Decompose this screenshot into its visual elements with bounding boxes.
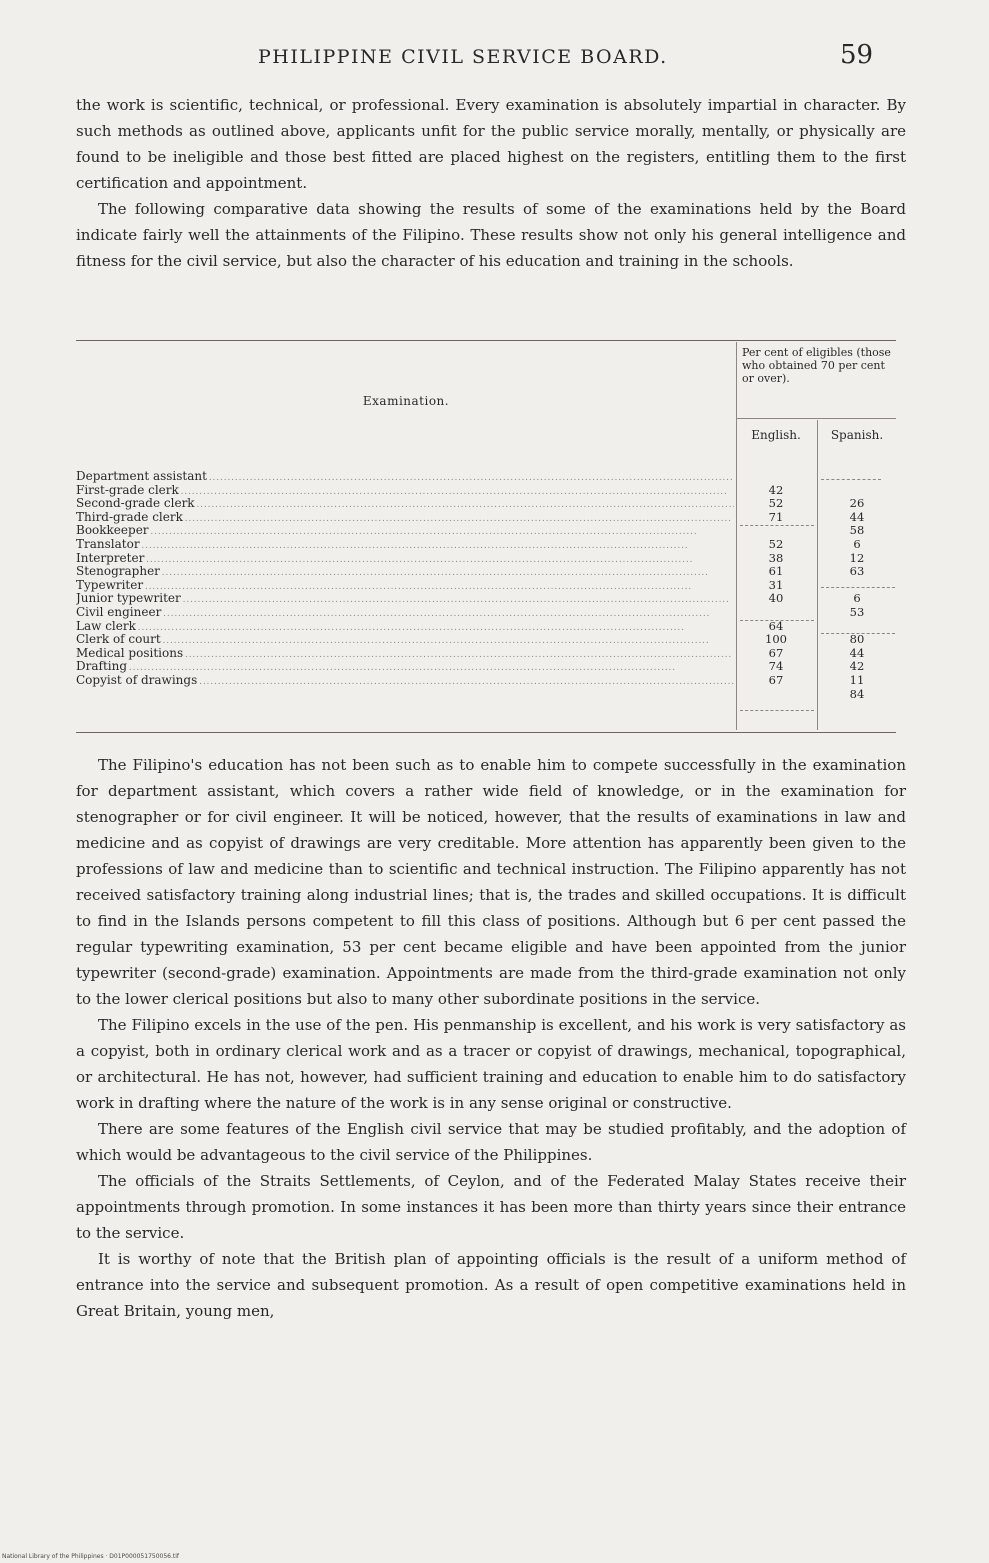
- table-row: Civil engineer . . . 53: [76, 606, 896, 620]
- group-separator: [740, 525, 814, 526]
- table-row: Junior typewriter . . . 40 6: [76, 592, 896, 606]
- table-body: [76, 470, 896, 701]
- table-row: Stenographer . . . 61 63: [76, 565, 896, 579]
- table-row: 84: [849, 686, 865, 701]
- intro-text: [76, 92, 906, 274]
- group-separator: [740, 710, 814, 711]
- table-row: Translator . . . 52 6: [76, 538, 896, 552]
- group-separator: [821, 479, 881, 480]
- english-column-header: English.: [751, 428, 801, 442]
- table-row: Clerk of court . . . 100 80: [76, 633, 896, 647]
- table-row: Bookkeeper . . . 58: [76, 524, 896, 538]
- table-row: First-grade clerk . . . 42: [76, 484, 896, 498]
- scan-credit: National Library of the Philippines · D01P000051750056.tif: [2, 1553, 180, 1560]
- table-row: Medical positions . . . 67 44: [76, 647, 896, 661]
- paragraph: The Filipino excels in the use of the pen. His penmanship is excellent, and his work is very satisfactory as a copyist, both in ordinary clerical work and as a tracer or copyist of drawings, mechanical, topographical, or architectural. He has not, however, had sufficient training and education to enable him to do satisfactory work in drafting where the nature of the work is in any sense original or constructive.: [76, 1016, 906, 1112]
- page-number: 59: [840, 40, 874, 70]
- eligibles-table: [76, 340, 896, 735]
- paragraph: The Filipino's education has not been such as to enable him to compete successfully in the examination for department assistant, which covers a rather wide field of knowledge, or in the examination for stenographer or for civil engineer. It will be noticed, however, that the results of examinations in law and medicine and as copyist of drawings are very creditable. More attention has apparently been given to the professions of law and medicine than to scientific and technical instruction. The Filipino apparently has not received satisfactory training along industrial lines; that is, the trades and skilled occupations. It is difficult to find in the Islands persons competent to fill this class of positions. Although but 6 per cent passed the regular typewriting examination, 53 per cent became eligible and have been appointed from the junior typewriter (second-grade) examination. Appointments are made from the third-grade examination not only to the lower clerical positions but also to many other subordinate positions in the service.: [76, 756, 906, 1008]
- group-separator: [821, 587, 895, 588]
- table-row: Copyist of drawings . . . 67 11: [76, 674, 896, 688]
- header-sub-rule: [736, 418, 896, 419]
- table-bottom-rule: [76, 732, 896, 733]
- table-row: Drafting . . . 74 42: [76, 660, 896, 674]
- table-row: Typewriter . . . 31: [76, 579, 896, 593]
- group-separator: [821, 633, 895, 634]
- group-separator: [740, 620, 814, 621]
- page-header: [0, 40, 989, 80]
- table-row: Department assistant . . .: [76, 470, 896, 484]
- table-top-rule: [76, 340, 896, 341]
- spanish-column-header: Spanish.: [830, 428, 884, 442]
- paragraph: the work is scientific, technical, or professional. Every examination is absolutely impartial in character. By such methods as outlined above, applicants unfit for the public service morally, mentally, or physically are found to be ineligible and those best fitted are placed highest on the registers, entitling them to the first certification and appointment.: [76, 96, 906, 192]
- table-row: Law clerk . . . 64: [76, 620, 896, 634]
- paragraph: It is worthy of note that the British plan of appointing officials is the result of a uniform method of entrance into the service and subsequent promotion. As a result of open competitive examinations held in Great Britain, young men,: [76, 1250, 906, 1320]
- paragraph: The officials of the Straits Settlements, of Ceylon, and of the Federated Malay States receive their appointments through promotion. In some instances it has been more than thirty years since their entrance to the service.: [76, 1172, 906, 1242]
- running-head: PHILIPPINE CIVIL SERVICE BOARD.: [258, 46, 668, 68]
- body-text: [76, 752, 906, 1324]
- table-row: Third-grade clerk . . . 71 44: [76, 511, 896, 525]
- table-row: Interpreter . . . 38 12: [76, 552, 896, 566]
- percent-eligibles-header: Per cent of eligibles (those who obtained 70 per cent or over).: [742, 346, 891, 385]
- paragraph: The following comparative data showing the results of some of the examinations held by the Board indicate fairly well the attainments of the Filipino. These results show not only his general intelligence and fitness for the civil service, but also the character of his education and training in the schools.: [76, 200, 906, 270]
- paragraph: There are some features of the English civil service that may be studied profitably, and the adoption of which would be advantageous to the civil service of the Philippines.: [76, 1120, 906, 1164]
- examination-column-header: Examination.: [362, 394, 450, 408]
- table-row: Second-grade clerk . . . 52 26: [76, 497, 896, 511]
